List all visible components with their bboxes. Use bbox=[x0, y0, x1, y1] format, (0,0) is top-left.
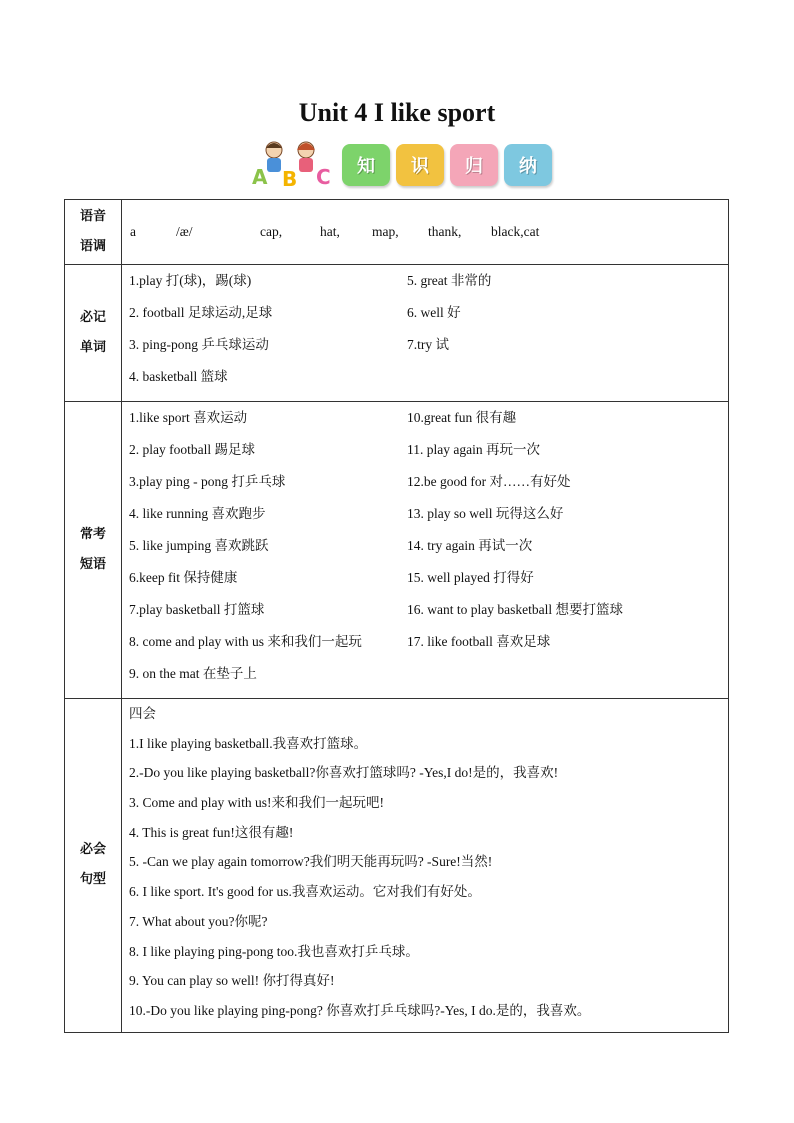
sentences-label bbox=[65, 699, 122, 1033]
sentences-content bbox=[122, 699, 729, 1033]
phrases-row bbox=[65, 402, 729, 699]
phonics-word: black,cat bbox=[491, 224, 540, 239]
sentence-item: 4. This is great fun!这很有趣! bbox=[129, 824, 294, 840]
phrase-item: 13. play so well 玩得这么好 bbox=[407, 506, 564, 521]
phrase-item bbox=[407, 662, 728, 694]
sentences-row bbox=[65, 699, 729, 1033]
phrase-item: 10.great fun 很有趣 bbox=[407, 410, 517, 425]
phrases-label bbox=[65, 402, 122, 699]
sentences-heading: 四会 bbox=[129, 706, 156, 721]
phonics-label-line2: 语调 bbox=[79, 239, 106, 254]
phrase-item: 12.be good for 对……有好处 bbox=[407, 474, 571, 489]
word-item: 4. basketball 篮球 bbox=[129, 369, 228, 384]
words-label-line2: 单词 bbox=[79, 340, 106, 355]
phonics-label bbox=[65, 200, 122, 265]
phrase-item: 17. like football 喜欢足球 bbox=[407, 634, 551, 649]
phonics-row bbox=[65, 200, 729, 265]
sentence-item: 10.-Do you like playing ping-pong? 你喜欢打乒乓球吗?-Yes, I do.是的，我喜欢。 bbox=[129, 1002, 591, 1018]
phrase-item: 14. try again 再试一次 bbox=[407, 538, 533, 553]
sentence-item: 2.-Do you like playing basketball?你喜欢打篮球吗? -Yes,I do!是的，我喜欢! bbox=[129, 765, 559, 781]
sentence-item: 5. -Can we play again tomorrow?我们明天能再玩吗? -Sure!当然! bbox=[129, 854, 493, 870]
kids-letter-a: A bbox=[252, 165, 268, 188]
banner-tile-gui: 归 bbox=[450, 144, 498, 186]
word-item: 2. football 足球运动,足球 bbox=[129, 305, 273, 320]
kids-letter-c: C bbox=[316, 165, 331, 188]
word-item: 3. ping-pong 乒乓球运动 bbox=[129, 337, 269, 352]
words-label bbox=[65, 265, 122, 402]
word-item: 5. great 非常的 bbox=[407, 273, 492, 288]
phonics-word: hat, bbox=[320, 224, 340, 239]
words-label-line1: 必记 bbox=[79, 310, 106, 325]
phonics-label-line1: 语音 bbox=[79, 209, 106, 224]
phrase-item: 5. like jumping 喜欢跳跃 bbox=[129, 538, 269, 553]
word-item: 7.try 试 bbox=[407, 337, 449, 352]
sentence-item: 7. What about you?你呢? bbox=[129, 913, 268, 929]
phrase-item: 11. play again 再玩一次 bbox=[407, 442, 540, 457]
phrase-item: 3.play ping - pong 打乒乓球 bbox=[129, 474, 286, 489]
phrase-item: 15. well played 打得好 bbox=[407, 570, 534, 585]
words-row bbox=[65, 265, 729, 402]
banner-tile-shi: 识 bbox=[396, 144, 444, 186]
sentences-label-line1: 必会 bbox=[79, 842, 106, 858]
phonics-word: map, bbox=[372, 224, 399, 239]
phrase-item: 7.play basketball 打篮球 bbox=[129, 602, 265, 617]
phrase-item: 4. like running 喜欢跑步 bbox=[129, 506, 266, 521]
phrases-content bbox=[122, 402, 729, 699]
phrase-item: 2. play football 踢足球 bbox=[129, 442, 255, 457]
phrase-item: 1.like sport 喜欢运动 bbox=[129, 410, 248, 425]
phrases-label-line2: 短语 bbox=[79, 557, 106, 572]
words-content bbox=[122, 265, 729, 402]
knowledge-summary-banner bbox=[244, 138, 556, 188]
sentence-item: 1.I like playing basketball.我喜欢打篮球。 bbox=[129, 735, 368, 751]
word-item: 1.play 打(球)，踢(球) bbox=[129, 273, 252, 288]
phrase-item: 6.keep fit 保持健康 bbox=[129, 570, 238, 585]
banner-tile-zhi: 知 bbox=[342, 144, 390, 186]
phrases-label-line1: 常考 bbox=[79, 527, 106, 542]
sentence-item: 3. Come and play with us!来和我们一起玩吧! bbox=[129, 795, 384, 811]
sentence-item: 9. You can play so well! 你打得真好! bbox=[129, 973, 335, 989]
summary-table bbox=[64, 199, 729, 1033]
phonics-sound: /æ/ bbox=[176, 224, 193, 239]
phonics-word: cap, bbox=[260, 224, 283, 239]
phrase-item: 16. want to play basketball 想要打篮球 bbox=[407, 602, 623, 617]
phrase-item: 8. come and play with us 来和我们一起玩 bbox=[129, 634, 362, 649]
phrase-item: 9. on the mat 在垫子上 bbox=[129, 666, 257, 681]
phonics-letter: a bbox=[130, 224, 136, 239]
kids-abc-illustration bbox=[244, 138, 340, 188]
sentence-item: 6. I like sport. It's good for us.我喜欢运动。它对我们有好处。 bbox=[129, 884, 481, 900]
word-item: 6. well 好 bbox=[407, 305, 461, 320]
sentences-label-line2: 句型 bbox=[79, 872, 106, 888]
word-item bbox=[407, 365, 728, 397]
phonics-content bbox=[122, 200, 729, 265]
kids-letter-b: B bbox=[282, 167, 298, 188]
sentence-item: 8. I like playing ping-pong too.我也喜欢打乒乓球。 bbox=[129, 943, 419, 959]
phonics-word: thank, bbox=[428, 224, 462, 239]
page-title: Unit 4 I like sport bbox=[298, 98, 496, 127]
banner-tile-na: 纳 bbox=[504, 144, 552, 186]
